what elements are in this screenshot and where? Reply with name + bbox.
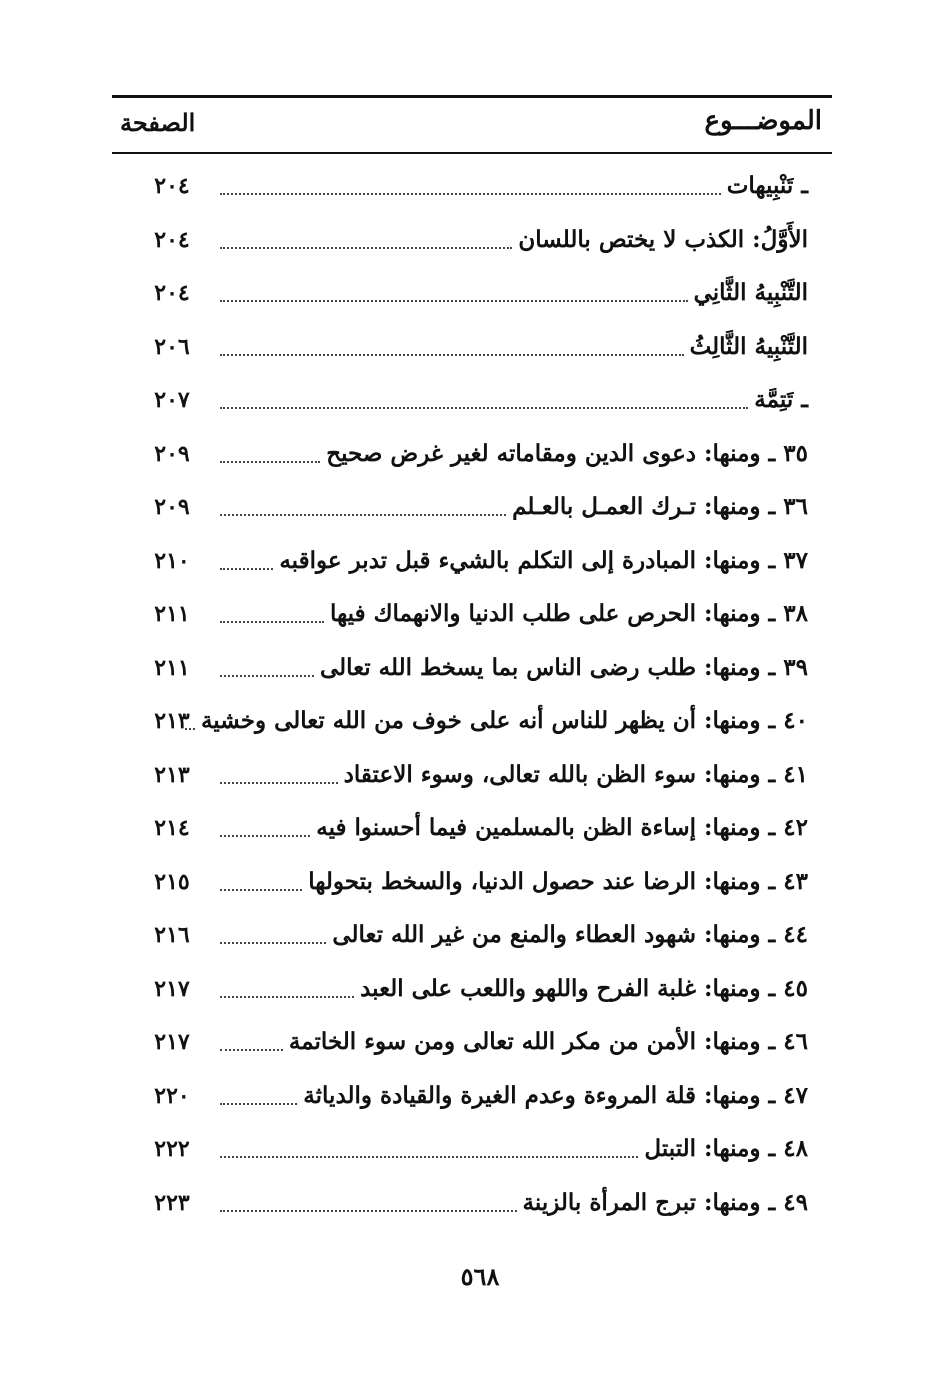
toc-row <box>112 802 832 856</box>
toc-entry-title: ٤٦ ـ ومنها: الأمن من مكر الله تعالى ومن سوء الخاتمة <box>288 1028 808 1055</box>
toc-entry <box>220 485 808 525</box>
toc-header <box>112 100 832 150</box>
dot-leader <box>220 996 354 998</box>
dot-leader <box>220 782 338 784</box>
toc-row <box>112 321 832 375</box>
dot-leader <box>220 461 320 463</box>
toc-entry-page-number: ٢١١ <box>154 654 190 681</box>
toc-entry <box>220 753 808 793</box>
toc-entry-title: التَّنْبِيهُ الثَّانِي <box>693 279 808 306</box>
toc-entry <box>220 592 808 632</box>
toc-entry-title: ٤٣ ـ ومنها: الرضا عند حصول الدنيا، والسخط بتحولها <box>308 867 808 895</box>
toc-row <box>112 1177 832 1231</box>
toc-entry-title: ـ تَنْبِيهات <box>726 172 808 199</box>
dot-leader <box>220 1103 297 1105</box>
toc-entry-page-number: ٢٠٤ <box>154 226 190 253</box>
toc-entry-page-number: ٢١٦ <box>154 922 190 948</box>
toc-entry-page-number: ٢١٧ <box>154 1029 190 1055</box>
toc-row <box>112 642 832 696</box>
toc-entry-page-number: ٢٢٠ <box>154 1082 190 1109</box>
toc-entry-title: ٤٩ ـ ومنها: تبرج المرأة بالزينة <box>522 1188 808 1216</box>
header-page-label: الصفحة <box>120 108 196 137</box>
dot-leader <box>220 942 326 944</box>
toc-entry-title: ـ تَتِمَّة <box>754 386 808 413</box>
toc-entry <box>220 967 808 1007</box>
toc-entry <box>220 1181 808 1221</box>
toc-entry-page-number: ٢١٣ <box>154 708 190 734</box>
dot-leader <box>220 1156 638 1158</box>
toc-entry-page-number: ٢١٤ <box>154 815 190 841</box>
toc-entry-page-number: ٢٢٣ <box>154 1189 190 1216</box>
toc-entry <box>220 539 808 579</box>
toc-entry <box>220 378 808 418</box>
top-rule <box>112 95 832 98</box>
toc-entry-title: التَّنْبِيهُ الثَّالِثُ <box>689 332 808 360</box>
toc-entry <box>200 699 808 739</box>
toc-entry-page-number: ٢٠٩ <box>154 494 190 520</box>
table-of-contents <box>112 160 832 1240</box>
toc-entry-page-number: ٢٠٦ <box>154 333 190 360</box>
dot-leader <box>220 300 688 302</box>
toc-entry-page-number: ٢٠٧ <box>154 387 190 413</box>
toc-entry-page-number: ٢٠٩ <box>154 440 190 467</box>
toc-row <box>112 749 832 803</box>
dot-leader <box>220 354 684 356</box>
toc-entry <box>220 1020 808 1060</box>
toc-row <box>112 909 832 963</box>
toc-entry-title: ٤١ ـ ومنها: سوء الظن بالله تعالى، وسوء الاعتقاد <box>343 760 808 788</box>
toc-entry <box>220 913 808 953</box>
toc-row <box>112 535 832 589</box>
dot-leader <box>220 1210 517 1212</box>
dot-leader <box>220 568 273 570</box>
toc-entry <box>220 860 808 900</box>
toc-entry-page-number: ٢١٥ <box>154 868 190 895</box>
toc-entry <box>220 1127 808 1167</box>
toc-row <box>112 856 832 910</box>
toc-entry-title: الأَوَّلُ: الكذب لا يختص باللسان <box>518 225 808 253</box>
toc-entry-title: ٤٨ ـ ومنها: التبتل <box>644 1135 808 1162</box>
toc-row <box>112 963 832 1017</box>
toc-entry-page-number: ٢٠٤ <box>154 280 190 306</box>
dot-leader <box>220 193 721 195</box>
toc-entry-page-number: ٢١٧ <box>154 975 190 1002</box>
toc-row <box>112 1016 832 1070</box>
toc-entry-page-number: ٢٠٤ <box>154 173 190 199</box>
toc-entry <box>220 806 808 846</box>
dot-leader <box>220 621 324 623</box>
toc-entry <box>220 164 808 204</box>
toc-entry-title: ٤٥ ـ ومنها: غلبة الفرح واللهو واللعب على العبد <box>360 974 808 1002</box>
toc-entry-page-number: ٢١٣ <box>154 761 190 788</box>
toc-row <box>112 160 832 214</box>
toc-entry <box>220 432 808 472</box>
toc-entry <box>220 271 808 311</box>
toc-entry-title: ٤٢ ـ ومنها: إساءة الظن بالمسلمين فيما أحسنوا فيه <box>316 814 808 841</box>
toc-row <box>112 267 832 321</box>
toc-entry <box>220 646 808 686</box>
header-rule <box>112 152 832 154</box>
toc-row <box>112 695 832 749</box>
page-number: ٥٦٨ <box>460 1262 500 1291</box>
toc-row <box>112 374 832 428</box>
header-topic-label: الموضـــوع <box>704 106 822 136</box>
toc-entry-title: ٣٩ ـ ومنها: طلب رضى الناس بما يسخط الله تعالى <box>319 653 808 681</box>
dot-leader <box>220 835 310 837</box>
toc-entry <box>220 325 808 365</box>
toc-entry-title: ٣٥ ـ ومنها: دعوى الدين ومقاماته لغير غرض صحيح <box>326 439 808 467</box>
toc-entry <box>220 218 808 258</box>
toc-entry <box>220 1074 808 1114</box>
toc-entry-title: ٤٠ ـ ومنها: أن يظهر للناس أنه على خوف من الله تعالى وخشية <box>200 707 808 734</box>
dot-leader <box>220 889 302 891</box>
toc-row <box>112 481 832 535</box>
toc-entry-title: ٤٤ ـ ومنها: شهود العطاء والمنع من غير الله تعالى <box>332 921 808 948</box>
dot-leader <box>220 514 506 516</box>
toc-entry-page-number: ٢١٠ <box>154 547 190 574</box>
dot-leader <box>220 1049 283 1051</box>
toc-entry-title: ٣٦ ـ ومنها: تـرك العمـل بالعـلم <box>512 493 808 520</box>
toc-entry-page-number: ٢٢٢ <box>154 1136 190 1162</box>
dot-leader <box>220 675 314 677</box>
dot-leader <box>220 407 748 409</box>
dot-leader <box>220 247 512 249</box>
toc-entry-title: ٣٧ ـ ومنها: المبادرة إلى التكلم بالشيء قبل تدبر عواقبه <box>279 546 808 574</box>
toc-row <box>112 1123 832 1177</box>
toc-entry-title: ٤٧ ـ ومنها: قلة المروءة وعدم الغيرة والقيادة والدياثة <box>303 1081 808 1109</box>
toc-row <box>112 214 832 268</box>
toc-entry-title: ٣٨ ـ ومنها: الحرص على طلب الدنيا والانهماك فيها <box>330 600 808 627</box>
toc-row <box>112 428 832 482</box>
toc-entry-page-number: ٢١١ <box>154 601 190 627</box>
toc-row <box>112 1070 832 1124</box>
toc-row <box>112 588 832 642</box>
